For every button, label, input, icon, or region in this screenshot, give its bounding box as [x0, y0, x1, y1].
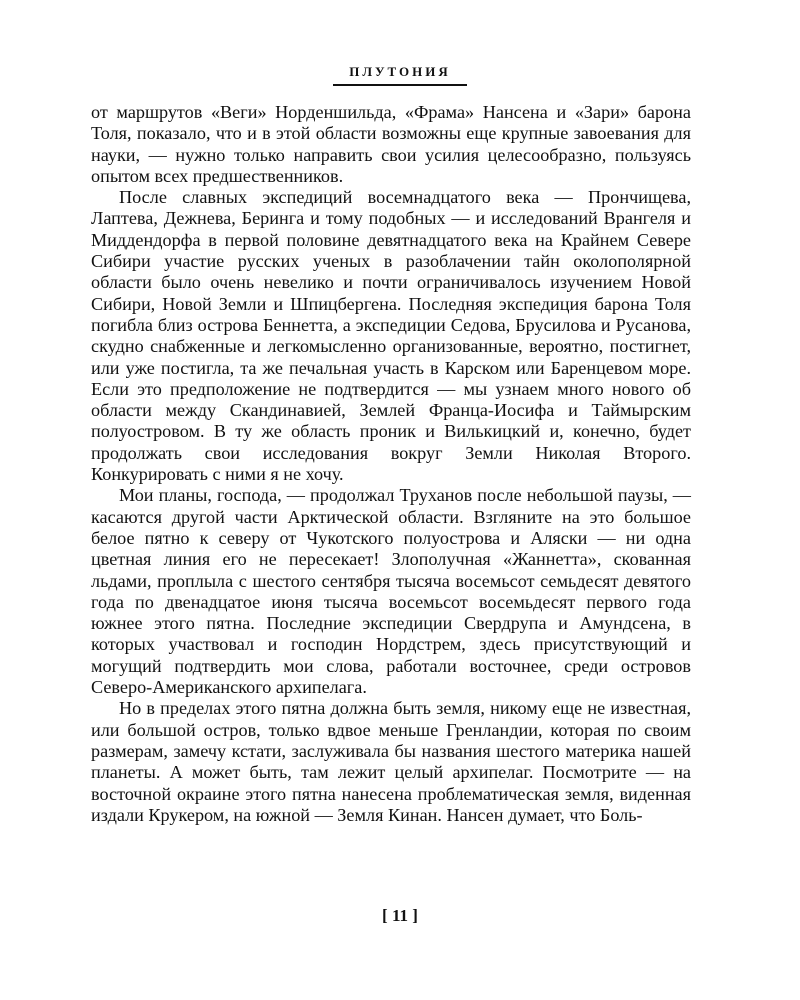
running-title: ПЛУТОНИЯ — [349, 64, 451, 79]
paragraph: от маршрутов «Веги» Норденшильда, «Фрама» Нансена и «Зари» барона Толя, показало, что и в этой области возможны еще крупные завоевания для науки, — нужно только направить свои усилия целесообразно, пользуясь опытом всех предшественников. — [91, 102, 691, 186]
header-rule — [333, 84, 467, 86]
paragraph: После славных экспедиций восемнадцатого века — Прончищева, Лаптева, Дежнева, Беринга и тому подобных — и исследований Врангеля и Миддендорфа в первой половине девятнадцатого века на Крайнем Севере Сибири участие русских ученых в разоблачении тайн околополярной области было очень невелико и почти ограничивалось изучением Новой Сибири, Новой Земли и Шпицбергена. Последняя экспедиция барона Толя погибла близ острова Беннетта, а экспедиции Седова, Брусилова и Русанова, скудно снабженные и легкомысленно организованные, вероятно, постигнет, или уже постигла, та же печальная участь в Карском или Баренцевом море. Если это предположение не подтвердится — мы узнаем много нового об области между Скандинавией, Землей Франца-Иосифа и Таймырским полуостровом. В ту же область проник и Вилькицкий и, конечно, будет продолжать свои исследования вокруг Земли Николая Второго. Конкурировать с ними я не хочу. — [91, 187, 691, 485]
page-header — [0, 64, 800, 80]
paragraph: Мои планы, господа, — продолжал Труханов после небольшой паузы, — касаются другой части Арктической области. Взгляните на это большое белое пятно к северу от Чукотского полуострова и Аляски — ни одна цветная линия его не пересекает! Злополучная «Жаннетта», скованная льдами, проплыла с шестого сентября тысяча восемьсот семьдесят девятого года по двенадцатое июня тысяча восемьсот восемьдесят первого года южнее этого пятна. Последние экспедиции Свердрупа и Амундсена, в которых участвовал и господин Нордстрем, здесь присутствующий и могущий подтвердить мои слова, работали восточнее, среди островов Северо-Американского архипелага. — [91, 485, 691, 698]
paragraph: Но в пределах этого пятна должна быть земля, никому еще не известная, или большой остров, только вдвое меньше Гренландии, которая по своим размерам, замечу кстати, заслуживала бы названия шестого материка нашей планеты. А может быть, там лежит целый архипелаг. Посмотрите — на восточной окраине этого пятна нанесена проблематическая земля, виденная издали Крукером, на южной — Земля Кинан. Нансен думает, что Боль- — [91, 698, 691, 825]
page-number: [ 11 ] — [382, 906, 418, 925]
body-text — [91, 102, 691, 826]
